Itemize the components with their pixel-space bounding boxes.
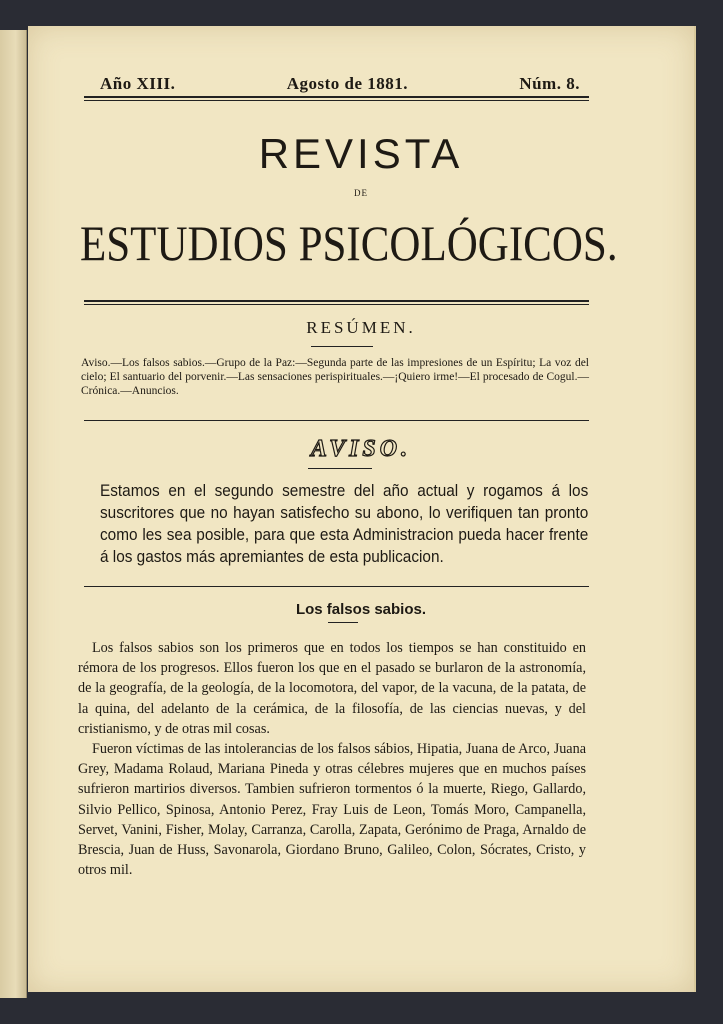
notice-heading: AVISO.: [310, 436, 412, 462]
notice-text: Estamos en el segundo semestre del año actual y rogamos á los suscritores que no hayan satisfecho su abono, lo verifiquen tan pronto como les sea posible, para que esta Administracion pueda hacer frente á los gastos más apremiantes de esta publicacion.: [100, 482, 589, 566]
issue-header: [100, 74, 580, 94]
masthead-rule: [84, 300, 589, 305]
article-paragraph: Los falsos sabios son los primeros que en todos los tiempos se han constituido en rémora de los progresos. Ellos fueron los que en el pasado se burlaron de la astronomía, de la geografía, de la geología, de la locomotora, del vapor, de la vacuna, de la patata, de la quina, del adelanto de la cerámica, de la filosofía, de las ciencias nuevas, y del cristianismo, y de otras mil cosas.: [78, 640, 586, 737]
summary-heading: RESÚMEN.: [306, 318, 416, 337]
notice-heading-underline: [308, 468, 372, 469]
issue-number: Núm. 8.: [519, 74, 580, 93]
adjacent-page-edge: [0, 30, 27, 998]
article-title-underline: [328, 622, 358, 623]
header-rule: [84, 96, 589, 101]
article-body: [78, 638, 586, 880]
notice-rule: [84, 586, 589, 587]
journal-page: [28, 26, 696, 992]
summary-heading-underline: [311, 346, 373, 347]
masthead-title: REVISTA: [258, 130, 464, 177]
article-paragraph: Fueron víctimas de las intolerancias de los falsos sábios, Hipatia, Juana de Arco, Juana Grey, Madama Rolaud, Mariana Pineda y otras célebres mujeres que en muchos países sufrieron martirios diversos. Tambien sufrieron tormentos ó la muerte, Riego, Gallardo, Silvio Pellico, Spinosa, Antonio Perez, Fray Luis de Leon, Tomás Moro, Campanella, Servet, Vanini, Fisher, Molay, Carranza, Carolla, Zapata, Gerónimo de Praga, Arnaldo de Brescia, Juan de Huss, Savonarola, Giordano Bruno, Galileo, Colon, Sócrates, Cristo, y otros mil.: [78, 741, 586, 879]
summary-rule: [84, 420, 589, 421]
summary-text: Aviso.—Los falsos sabios.—Grupo de la Paz:—Segunda parte de las impresiones de un Espíritu; La voz del cielo; El santuario del porvenir.—Las sensaciones perispirituales.—¡Quiero irme!—El procesado de Cogul.—Crónica.—Anuncios.: [81, 357, 589, 397]
article-title: Los falsos sabios.: [295, 601, 427, 618]
issue-year: Año XIII.: [100, 74, 176, 93]
masthead-subtitle: ESTUDIOS PSICOLÓGICOS.: [80, 215, 618, 271]
issue-date: Agosto de 1881.: [286, 74, 408, 93]
masthead-connector: DE: [354, 188, 368, 198]
